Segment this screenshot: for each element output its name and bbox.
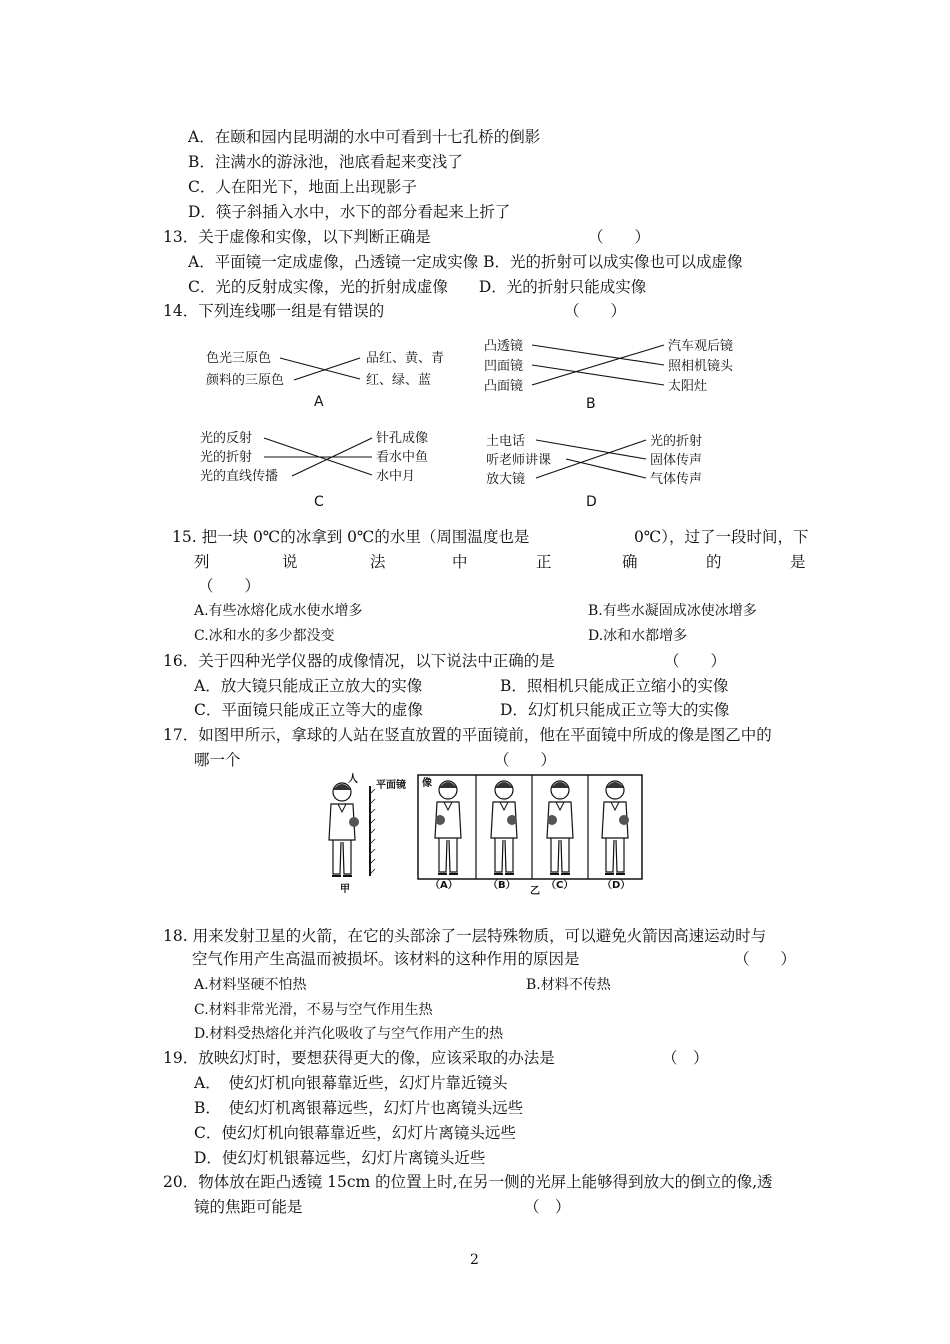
q19-option-b: B． 使幻灯机离银幕远些，幻灯片也离镜头远些 — [194, 1099, 524, 1117]
q19-option-c: C．使幻灯机向银幕靠近些，幻灯片离镜头远些 — [194, 1124, 516, 1142]
q14-c-left-1: 光的反射 — [200, 431, 253, 446]
q12-option-a: A．在颐和园内昆明湖的水中可看到十七孔桥的倒影 — [188, 128, 541, 146]
q13-options-ab: A．平面镜一定成虚像，凸透镜一定成实像 B．光的折射可以成实像也可以成虚像 — [188, 253, 743, 271]
q12-option-b: B．注满水的游泳池，池底看起来变浅了 — [188, 153, 463, 171]
q13-options-cd: C．光的反射成实像，光的折射成虚像 D．光的折射只能成实像 — [188, 278, 647, 296]
q14-c-left-2: 光的折射 — [200, 450, 253, 465]
q17-option-c-label: （C） — [546, 880, 574, 891]
q15-line-2-1: 列 — [194, 553, 210, 571]
q17-yi-frame — [418, 775, 642, 879]
q20-line-2: 镜的焦距可能是 — [194, 1198, 303, 1216]
q15-option-a: A.有些冰熔化成水使水增多 — [194, 603, 363, 619]
q14-b-link-2 — [532, 365, 664, 385]
q14-b-left-2: 凹面镜 — [484, 359, 524, 374]
q17-option-d-label: （D） — [602, 880, 631, 891]
q17-option-b-label: （B） — [488, 880, 516, 891]
q15-line-2-3: 法 — [370, 553, 386, 571]
q14-d-label: D — [586, 494, 597, 510]
q14-c-left-3: 光的直线传播 — [200, 469, 279, 484]
q14-a-right-1: 品红、黄、青 — [366, 351, 445, 366]
q18-option-d: D.材料受热熔化并汽化吸收了与空气作用产生的热 — [194, 1026, 504, 1042]
q15-option-b: B.有些水凝固成冰使冰增多 — [588, 603, 757, 619]
q15-line-2-7: 的 — [706, 553, 722, 571]
q18-line-1: 18. 用来发射卫星的火箭，在它的头部涂了一层特殊物质，可以避免火箭因高速运动时与 — [163, 927, 767, 945]
q17-person-figure — [329, 783, 355, 876]
q20-line-1: 20．物体放在距凸透镜 15cm 的位置上时,在另一侧的光屏上能够得到放大的倒立的像,透 — [163, 1173, 773, 1191]
q17-label-image: 像 — [422, 778, 432, 789]
q18-answer-paren: （ ） — [734, 950, 797, 968]
q14-a-link-1 — [280, 358, 360, 379]
q14-c-right-1: 针孔成像 — [376, 431, 429, 446]
q19-answer-paren: （ ） — [662, 1049, 709, 1067]
q16-answer-paren: （ ） — [664, 652, 727, 670]
q16-option-a: A．放大镜只能成正立放大的实像 — [194, 677, 423, 695]
q16-option-b: B．照相机只能成正立缩小的实像 — [500, 677, 729, 695]
q14-d-link-2 — [566, 459, 646, 478]
q15-line-2-8: 是 — [790, 553, 806, 571]
q14-b-right-3: 太阳灶 — [668, 379, 708, 394]
q17-option-b-figure — [491, 781, 517, 874]
q14-b-left-1: 凸透镜 — [484, 339, 524, 354]
q14-d-link-1 — [536, 440, 646, 459]
q14-b-right-1: 汽车观后镜 — [668, 339, 734, 354]
q17-option-d-figure — [602, 781, 628, 874]
q14-d-right-3: 气体传声 — [650, 472, 703, 487]
q17-label-person: 人 — [348, 774, 358, 785]
q12-option-d: D．筷子斜插入水中，水下的部分看起来上折了 — [188, 203, 511, 221]
q17-ball-icon — [349, 817, 359, 827]
q18-option-c: C.材料非常光滑，不易与空气作用生热 — [194, 1002, 433, 1018]
q14-b-label: B — [586, 396, 596, 412]
q16-stem: 16．关于四种光学仪器的成像情况，以下说法中正确的是 — [163, 652, 555, 670]
q17-option-c-figure — [547, 781, 573, 874]
q14-b-left-3: 凸面镜 — [484, 379, 524, 394]
q18-option-a: A.材料坚硬不怕热 — [194, 977, 307, 993]
q14-d-link-3 — [536, 440, 646, 478]
q14-answer-paren: （ ） — [564, 302, 627, 320]
q15-line-2-5: 正 — [536, 553, 552, 571]
q14-d-right-2: 固体传声 — [650, 453, 703, 468]
q14-c-right-3: 水中月 — [376, 469, 416, 484]
q13-stem: 13．关于虚像和实像，以下判断正确是 — [163, 228, 431, 246]
q15-line-2-4: 中 — [452, 553, 468, 571]
q15-option-c: C.冰和水的多少都没变 — [194, 628, 335, 644]
q17-stem: 17．如图甲所示，拿球的人站在竖直放置的平面镜前，他在平面镜中所成的像是图乙中的 — [163, 726, 772, 744]
q14-d-left-1: 土电话 — [486, 434, 526, 449]
q19-stem: 19．放映幻灯时，要想获得更大的像，应该采取的办法是 — [163, 1049, 555, 1067]
q14-b-right-2: 照相机镜头 — [668, 359, 734, 374]
q17-option-a-figure — [435, 781, 461, 874]
q15-line-2-6: 确 — [622, 553, 638, 571]
q20-answer-paren: （ ） — [524, 1198, 571, 1216]
q14-a-left-1: 色光三原色 — [206, 351, 272, 366]
q17-option-a-label: （A） — [430, 880, 458, 891]
q18-option-b: B.材料不传热 — [526, 977, 611, 993]
q17-mirror-figure — [318, 772, 646, 896]
q14-d-left-3: 放大镜 — [486, 472, 526, 487]
q14-a-left-2: 颜料的三原色 — [206, 373, 285, 388]
q16-option-d: D．幻灯机只能成正立等大的实像 — [500, 701, 730, 719]
q19-option-a: A． 使幻灯机向银幕靠近些，幻灯片靠近镜头 — [194, 1074, 508, 1092]
q14-a-right-2: 红、绿、蓝 — [366, 373, 432, 388]
q15-line-2-2: 说 — [282, 553, 298, 571]
q15-answer-paren: （ ） — [198, 577, 261, 595]
q15-option-d: D.冰和水都增多 — [588, 628, 688, 644]
q16-option-c: C．平面镜只能成正立等大的虚像 — [194, 701, 423, 719]
q14-d-left-2: 听老师讲课 — [486, 453, 552, 468]
q14-c-right-2: 看水中鱼 — [376, 450, 429, 465]
q17-answer-paren: （ ） — [494, 751, 557, 769]
q17-label-yi: 乙 — [530, 886, 540, 896]
q12-option-c: C．人在阳光下，地面上出现影子 — [188, 178, 417, 196]
q18-line-2: 空气作用产生高温而被损坏。该材料的这种作用的原因是 — [192, 950, 580, 968]
q14-b-link-3 — [532, 345, 664, 385]
q14-b-link-1 — [532, 345, 664, 365]
page-number: 2 — [470, 1252, 479, 1268]
q14-stem: 14．下列连线哪一组是有错误的 — [163, 302, 385, 320]
q14-a-label: A — [314, 394, 324, 410]
q15-line-1b: 0℃），过了一段时间，下 — [634, 528, 809, 546]
q14-matching-figure — [190, 330, 770, 515]
q19-option-d: D．使幻灯机银幕远些，幻灯片离镜头近些 — [194, 1149, 486, 1167]
q14-c-label: C — [314, 494, 324, 510]
q17-label-jia: 甲 — [340, 884, 350, 895]
q17-stem-2: 哪一个 — [194, 751, 241, 769]
q13-answer-paren: （ ） — [588, 228, 651, 246]
q17-label-mirror: 平面镜 — [376, 780, 406, 791]
q14-d-right-1: 光的折射 — [650, 434, 703, 449]
q15-line-1a: 15. 把一块 0℃的冰拿到 0℃的水里（周围温度也是 — [172, 528, 530, 546]
